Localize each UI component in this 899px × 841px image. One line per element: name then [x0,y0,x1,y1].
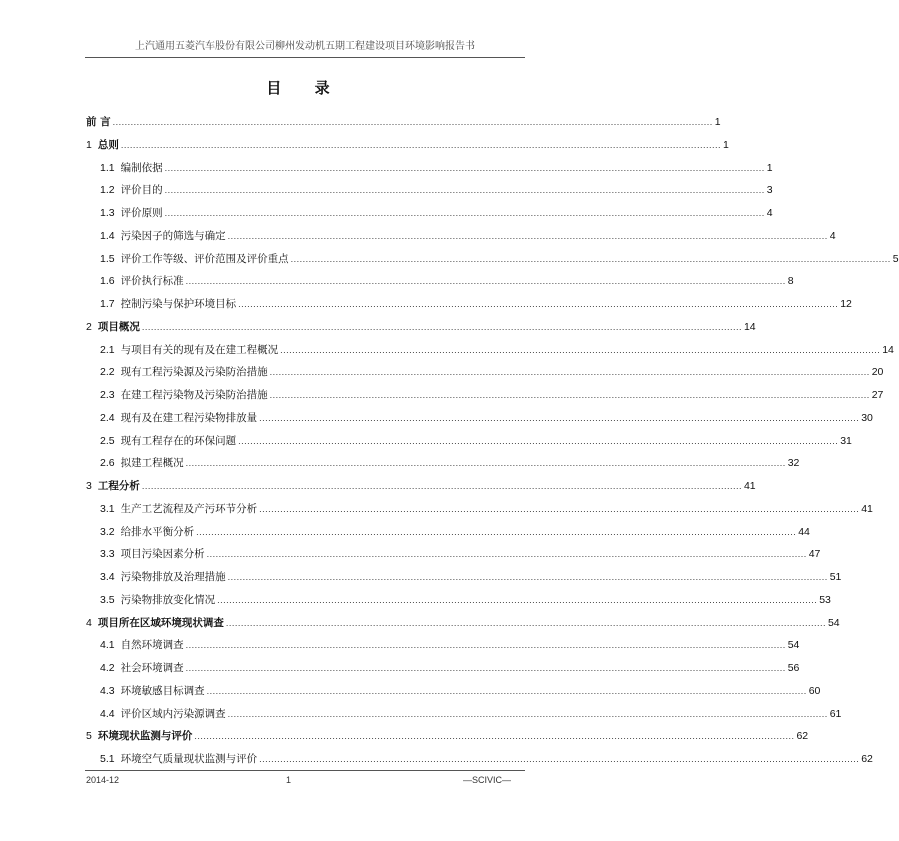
toc-dot-leader: ........................................................................................................................................................................................................ [259,754,860,764]
toc-entry-number: 1.3 [100,207,115,219]
footer-divider [85,770,525,771]
toc-entry-title: 生产工艺流程及产污环节分析 [120,502,258,515]
toc-entry-page: 4 [829,229,836,242]
toc-dot-leader: ........................................................................................................................................................................................................ [185,663,786,673]
toc-dot-leader: ........................................................................................................................................................................................................ [217,594,818,605]
toc-entry-number: 4.4 [100,707,115,720]
toc-dot-leader: ........................................................................................................................................................................................................ [141,321,742,332]
toc-section-entry[interactable] [100,342,894,358]
toc-title: 目 录 [266,79,344,97]
toc-entry-title: 社会环境调查 [120,662,184,674]
toc-section-entry[interactable] [100,364,884,380]
toc-dot-leader: ........................................................................................................................................................................................................ [164,185,765,196]
toc-chapter-entry[interactable] [86,319,756,335]
toc-entry-title: 项目污染因素分析 [120,548,205,561]
toc-chapter-entry[interactable] [86,114,721,130]
toc-section-entry[interactable] [100,205,773,221]
toc-section-entry[interactable] [100,751,873,767]
toc-entry-title: 污染物排放变化情况 [120,593,216,606]
toc-dot-leader: ........................................................................................................................................................................................................ [206,685,807,696]
footer-organization: —SCIVIC— [462,775,511,785]
toc-entry-title: 项目所在区域环境现状调查 [97,616,224,629]
toc-entry-page: 4 [766,207,773,219]
toc-entry-title: 在建工程污染物及污染防治措施 [120,389,268,401]
toc-dot-leader: ........................................................................................................................................................................................................ [206,549,807,560]
toc-entry-title: 编制依据 [120,161,163,174]
toc-section-entry[interactable] [100,683,821,699]
footer-page-number: 1 [286,775,292,785]
toc-entry-number: 1.6 [100,275,115,288]
toc-section-entry[interactable] [100,706,842,722]
toc-entry-title: 工程分析 [97,480,140,492]
toc-dot-leader: ........................................................................................................................................................................................................ [280,344,881,355]
toc-entry-number: 2.1 [100,343,115,356]
toc-section-entry[interactable] [100,546,821,562]
toc-entry-title: 拟建工程概况 [120,457,184,470]
toc-entry-number: 3.5 [100,593,115,606]
toc-section-entry[interactable] [100,433,852,449]
toc-section-entry[interactable] [100,637,800,653]
toc-entry-title: 现有工程存在的环保问题 [120,434,237,447]
toc-entry-number: 2 [86,320,92,333]
toc-section-entry[interactable] [100,569,842,585]
toc-dot-leader: ........................................................................................................................................................................................................ [227,572,828,582]
toc-dot-leader: ........................................................................................................................................................................................................ [164,208,765,218]
toc-entry-number: 1.4 [100,229,115,242]
toc-dot-leader: ........................................................................................................................................................................................................ [141,481,742,491]
toc-entry-page: 62 [796,730,809,743]
toc-section-entry[interactable] [100,251,899,267]
toc-section-entry[interactable] [100,296,852,312]
toc-entry-page: 53 [819,593,831,606]
toc-entry-number: 1.1 [100,161,115,174]
toc-section-entry[interactable] [100,410,873,426]
toc-entry-page: 41 [743,480,756,492]
running-header: 上汽通用五菱汽车股份有限公司柳州发动机五期工程建设项目环境影响报告书 [135,41,475,52]
toc-dot-leader: ........................................................................................................................................................................................................ [112,117,713,127]
toc-entry-title: 与项目有关的现有及在建工程概况 [120,343,279,356]
toc-dot-leader: ........................................................................................................................................................................................................ [185,276,786,287]
toc-entry-number: 5 [86,730,92,743]
toc-section-entry[interactable] [100,455,800,471]
toc-entry-page: 61 [829,707,842,720]
toc-entry-page: 27 [871,389,884,401]
toc-section-entry[interactable] [100,660,800,676]
toc-entry-page: 56 [787,662,800,674]
toc-dot-leader: ........................................................................................................................................................................................................ [185,640,786,651]
toc-entry-page: 12 [840,298,852,310]
toc-entry-title: 项目概况 [97,320,140,333]
toc-section-entry[interactable] [100,524,810,540]
toc-entry-number: 3.2 [100,525,115,538]
toc-entry-number: 2.4 [100,411,115,424]
toc-dot-leader: ........................................................................................................................................................................................................ [164,162,765,173]
toc-entry-title: 给排水平衡分析 [120,525,195,538]
toc-dot-leader: ........................................................................................................................................................................................................ [259,503,860,514]
toc-dot-leader: ........................................................................................................................................................................................................ [238,435,839,446]
toc-entry-number: 1.2 [100,184,115,197]
toc-entry-title: 控制污染与保护环境目标 [120,298,237,310]
toc-dot-leader: ........................................................................................................................................................................................................ [227,708,828,719]
header-divider [85,57,525,58]
toc-entry-page: 5 [892,252,899,265]
toc-section-entry[interactable] [100,182,773,198]
toc-entry-title: 环境现状监测与评价 [97,730,193,743]
toc-entry-number: 1 [86,138,92,151]
toc-entry-number: 5.1 [100,753,115,765]
toc-entry-title: 评价区域内污染源调查 [120,707,226,720]
toc-entry-number: 2.5 [100,434,115,447]
toc-entry-number: 4 [86,616,92,629]
toc-dot-leader: ........................................................................................................................................................................................................ [196,526,797,537]
toc-entry-number: 4.2 [100,662,115,674]
toc-chapter-entry[interactable] [86,137,729,153]
toc-dot-leader: ........................................................................................................................................................................................................ [225,617,826,628]
toc-entry-page: 1 [714,116,721,128]
toc-entry-page: 51 [829,571,842,583]
toc-entry-page: 60 [808,684,821,697]
toc-chapter-entry[interactable] [86,728,809,744]
toc-entry-page: 20 [871,366,884,379]
toc-entry-page: 62 [861,753,873,765]
toc-chapter-entry[interactable] [86,615,840,631]
toc-entry-title: 评价工作等级、评价范围及评价重点 [120,252,289,265]
toc-entry-page: 31 [840,434,852,447]
toc-entry-page: 14 [882,343,894,356]
toc-entry-title: 前 言 [86,116,111,128]
toc-entry-number: 3.4 [100,571,115,583]
toc-entry-number: 4.1 [100,639,115,652]
toc-dot-leader: ........................................................................................................................................................................................................ [269,390,870,400]
toc-entry-page: 54 [827,616,840,629]
toc-entry-title: 评价原则 [120,207,163,219]
toc-dot-leader: ........................................................................................................................................................................................................ [194,731,795,742]
toc-entry-page: 14 [743,320,756,333]
toc-dot-leader: ........................................................................................................................................................................................................ [185,458,786,469]
toc-dot-leader: ........................................................................................................................................................................................................ [120,139,721,150]
toc-entry-page: 8 [787,275,794,288]
toc-entry-page: 32 [787,457,800,470]
toc-section-entry[interactable] [100,592,831,608]
toc-dot-leader: ........................................................................................................................................................................................................ [227,230,828,241]
toc-entry-number: 2.3 [100,389,115,401]
toc-entry-number: 3.1 [100,502,115,515]
toc-entry-page: 44 [798,525,810,538]
toc-entry-title: 环境空气质量现状监测与评价 [120,753,258,765]
toc-dot-leader: ........................................................................................................................................................................................................ [238,299,839,309]
toc-entry-title: 评价执行标准 [120,275,184,288]
toc-entry-title: 污染因子的筛选与确定 [120,229,226,242]
toc-entry-number: 4.3 [100,684,115,697]
footer-date: 2014-12 [86,775,120,785]
toc-entry-title: 自然环境调查 [120,639,184,652]
toc-section-entry[interactable] [100,501,873,517]
toc-chapter-entry[interactable] [86,478,756,494]
toc-entry-title: 总则 [97,138,119,151]
toc-section-entry[interactable] [100,160,773,176]
toc-entry-title: 现有工程污染源及污染防治措施 [120,366,268,379]
toc-entry-page: 54 [787,639,800,652]
toc-entry-number: 3.3 [100,548,115,561]
toc-entry-page: 1 [722,138,729,151]
toc-dot-leader: ........................................................................................................................................................................................................ [269,367,870,378]
toc-entry-page: 41 [861,502,873,515]
toc-entry-number: 3 [86,480,92,492]
toc-entry-title: 环境敏感目标调查 [120,684,205,697]
toc-section-entry[interactable] [100,387,884,403]
toc-entry-title: 现有及在建工程污染物排放量 [120,411,258,424]
toc-entry-page: 30 [861,411,873,424]
toc-entry-number: 1.5 [100,252,115,265]
toc-entry-title: 评价目的 [120,184,163,197]
toc-section-entry[interactable] [100,228,836,244]
toc-entry-number: 1.7 [100,298,115,310]
toc-entry-page: 1 [766,161,773,174]
toc-entry-number: 2.2 [100,366,115,379]
toc-entry-page: 47 [808,548,821,561]
toc-entry-title: 污染物排放及治理措施 [120,571,226,583]
toc-section-entry[interactable] [100,273,794,289]
toc-entry-number: 2.6 [100,457,115,470]
toc-dot-leader: ........................................................................................................................................................................................................ [290,253,891,264]
toc-entry-page: 3 [766,184,773,197]
toc-dot-leader: ........................................................................................................................................................................................................ [259,412,860,423]
